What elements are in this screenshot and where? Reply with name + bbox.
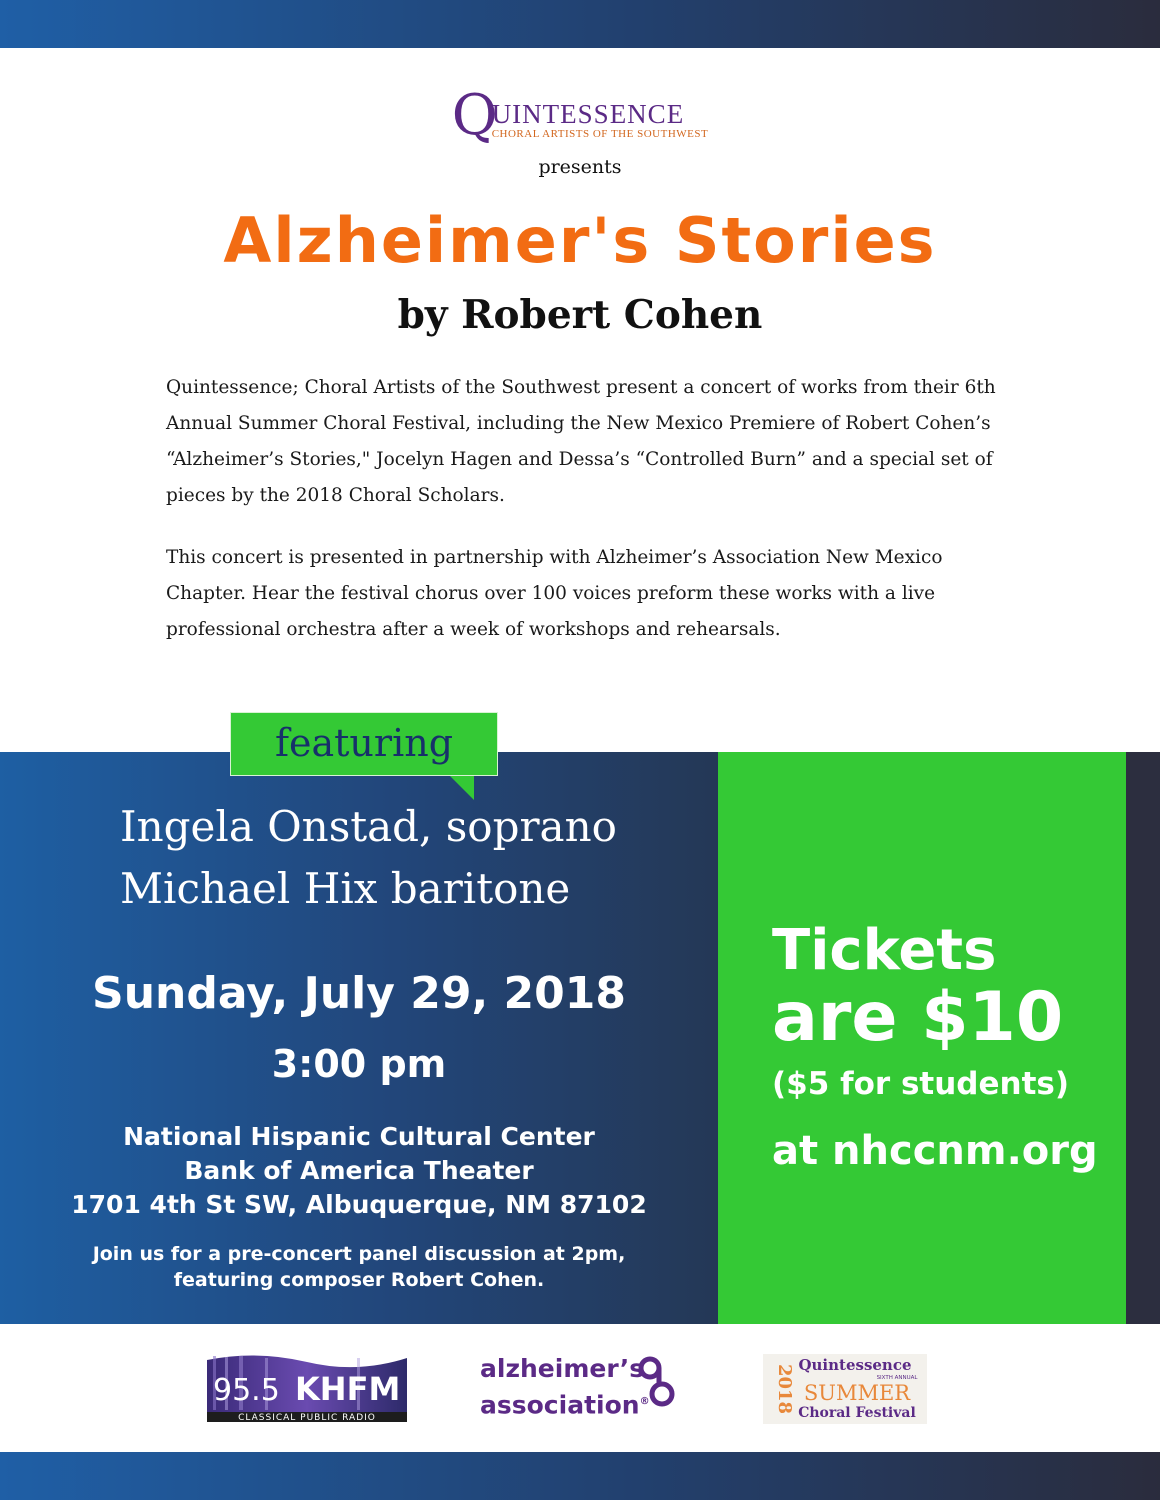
description-paragraph-1: Quintessence; Choral Artists of the Southwest present a concert of works from their 6th Annual Summer Choral Festival, including the New Mexico Premiere of Robert Cohen’s “Alzheimer’s Stories," Jocelyn Hagen and Dessa’s “Controlled Burn” and a special set of pieces by the 2018 Choral Scholars. <box>166 377 996 506</box>
logo-subtitle: CHORAL ARTISTS OF THE SOUTHWEST <box>491 128 709 140</box>
event-date: Sunday, July 29, 2018 <box>92 968 626 1019</box>
presents-label: presents <box>538 156 622 178</box>
bottom-decorative-bar <box>0 1452 1160 1500</box>
alz-line-1: alzheimer’s <box>480 1354 645 1383</box>
alz-line-2: association® <box>480 1390 650 1420</box>
tickets-heading: Tickets <box>772 918 997 983</box>
khfm-logo <box>207 1354 407 1422</box>
tickets-student-price: ($5 for students) <box>772 1066 1070 1102</box>
logo-initial: Q <box>451 83 498 148</box>
event-title: Alzheimer's Stories <box>223 204 937 277</box>
alzheimers-association-logo <box>480 1352 696 1422</box>
alz-mark-icon <box>638 1354 678 1414</box>
description-paragraph-2: This concert is presented in partnership with Alzheimer’s Association New Mexico Chapter. Hear the festival chorus over 100 voices preform these works with a live professional orchestra after a week of workshops and rehearsals. <box>166 547 943 640</box>
venue-name: National Hispanic Cultural Center <box>123 1122 595 1151</box>
quintessence-logo <box>0 83 1160 148</box>
event-time: 3:00 pm <box>271 1042 447 1086</box>
summer-festival-logo <box>763 1354 927 1424</box>
festival-org: Quintessence <box>798 1356 912 1374</box>
performer-1: Ingela Onstad, soprano <box>120 802 617 851</box>
khfm-frequency: 95.5 <box>213 1373 280 1408</box>
venue-address: 1701 4th St SW, Albuquerque, NM 87102 <box>71 1190 647 1219</box>
venue-theater: Bank of America Theater <box>184 1156 534 1185</box>
side-decorative-strip <box>1126 752 1160 1324</box>
event-byline: by Robert Cohen <box>397 292 763 338</box>
featuring-banner: featuring <box>230 712 498 776</box>
tickets-price: are $10 <box>772 978 1064 1057</box>
logo-name: UINTESSENCE <box>491 99 685 129</box>
panel-note-line-2: featuring composer Robert Cohen. <box>173 1269 545 1291</box>
khfm-callsign: KHFM <box>295 1370 401 1408</box>
festival-year: 2018 <box>774 1363 795 1415</box>
performer-2: Michael Hix baritone <box>120 864 571 913</box>
top-decorative-bar <box>0 0 1160 48</box>
festival-name: Choral Festival <box>798 1405 916 1421</box>
festival-edition: SIXTH ANNUAL <box>876 1375 918 1381</box>
tickets-website-link[interactable]: at nhccnm.org <box>772 1128 1098 1174</box>
featuring-banner-tail <box>450 776 474 800</box>
khfm-tagline: CLASSICAL PUBLIC RADIO <box>238 1413 376 1422</box>
panel-note-line-1: Join us for a pre-concert panel discussion at 2pm, <box>92 1243 626 1265</box>
festival-season: SUMMER <box>803 1381 911 1405</box>
